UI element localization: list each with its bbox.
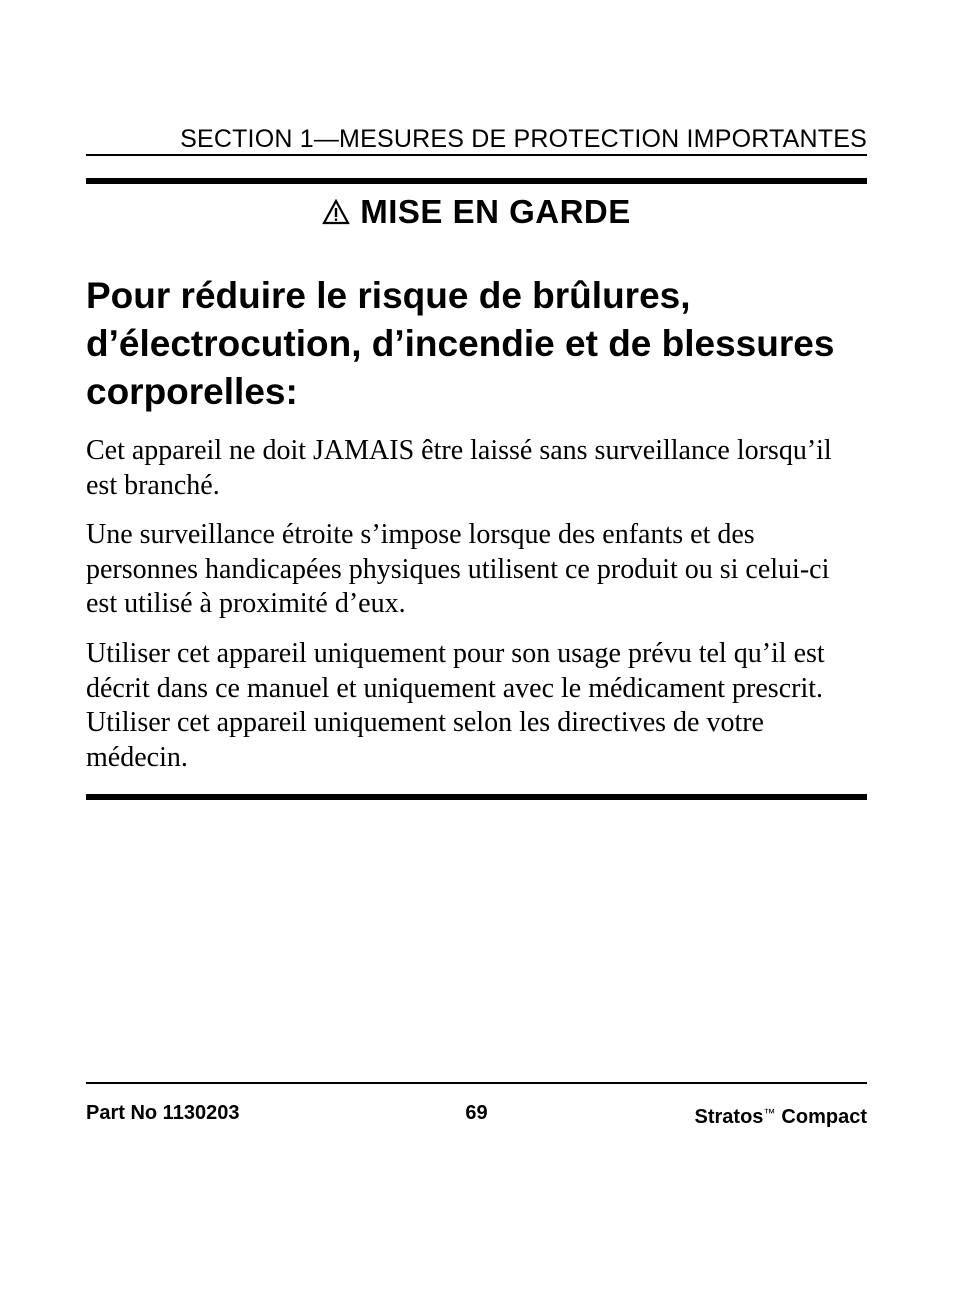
section-header: SECTION 1—MESURES DE PROTECTION IMPORTANTES	[180, 125, 867, 153]
footer-part-number: Part No 1130203	[86, 1102, 240, 1124]
footer-divider	[86, 1082, 867, 1084]
warning-paragraph: Utiliser cet appareil uniquement pour son usage prévu tel qu’il est décrit dans ce manuel et uniquement avec le médicament prescrit. Utiliser cet appareil uniquement selon les directives de votre médecin.	[86, 638, 825, 773]
footer-trademark: ™	[763, 1106, 776, 1120]
warning-triangle-icon	[322, 194, 350, 234]
warning-paragraph: Cet appareil ne doit JAMAIS être laissé sans surveillance lorsqu’il est branché.	[86, 435, 832, 501]
header-divider	[86, 154, 867, 156]
footer-product-model: Compact	[781, 1106, 867, 1128]
warning-headline: Pour réduire le risque de brûlures, d’électrocution, d’incendie et de blessures corporelles:	[86, 275, 835, 412]
warning-title-text: MISE EN GARDE	[360, 193, 631, 230]
footer-product-name: Stratos	[694, 1106, 764, 1128]
footer-page-number: 69	[465, 1102, 488, 1124]
warning-title	[86, 192, 867, 234]
warning-paragraph: Une surveillance étroite s’impose lorsque des enfants et des personnes handicapées physiques utilisent ce produit ou si celui-ci est utilisé à proximité d’eux.	[86, 519, 830, 619]
warning-bottom-rule	[86, 794, 867, 800]
page-footer	[86, 1098, 867, 1128]
warning-top-rule	[86, 178, 867, 184]
footer-product	[695, 1098, 867, 1132]
